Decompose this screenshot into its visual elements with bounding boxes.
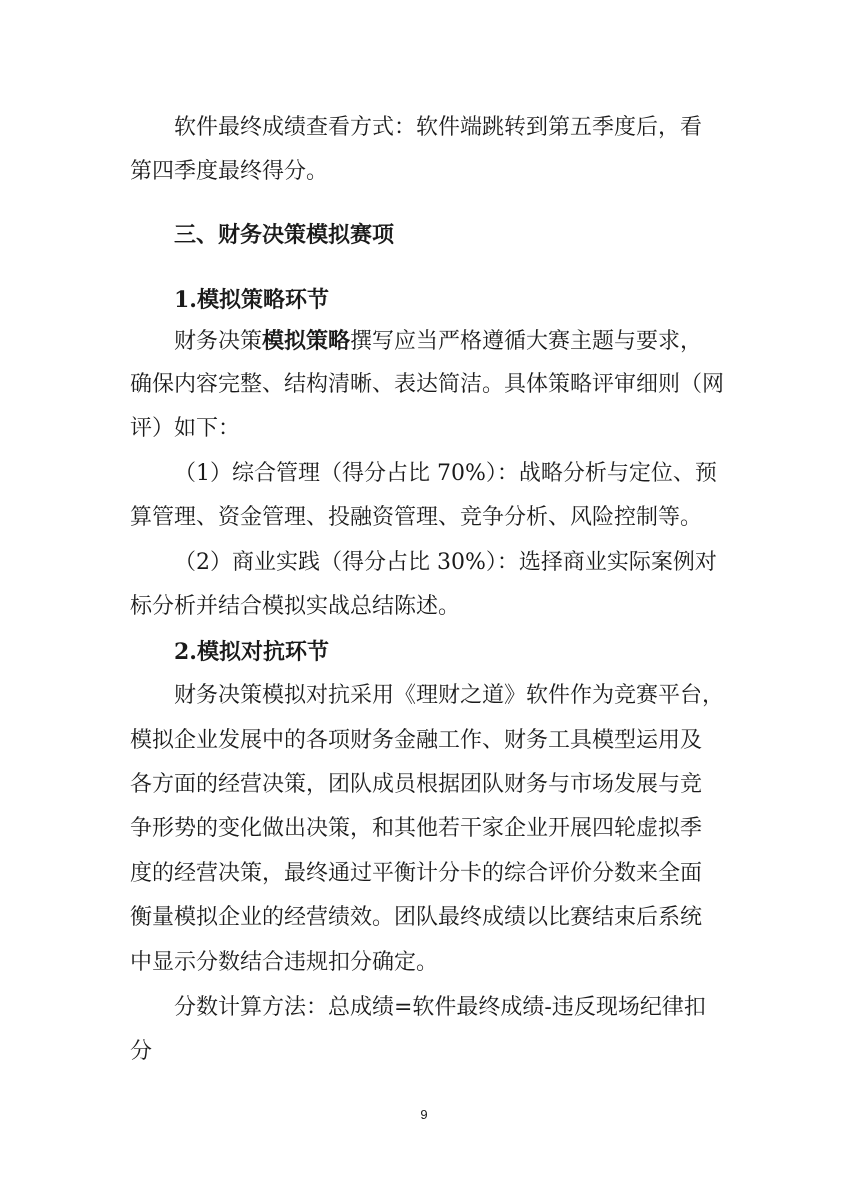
paragraph-line <box>174 326 848 357</box>
section-heading: 三、财务决策模拟赛项 <box>174 222 395 248</box>
paragraph-line: 各方面的经营决策，团队成员根据团队财务与市场发展与竞 <box>130 772 703 797</box>
paragraph-line: 衡量模拟企业的经营绩效。团队最终成绩以比赛结束后系统 <box>130 905 703 930</box>
paragraph-line: 争形势的变化做出决策，和其他若干家企业开展四轮虚拟季 <box>130 816 703 841</box>
emphasis-text: 模拟策略 <box>262 328 351 354</box>
text-run: 撰写应当严格遵循大赛主题与要求， <box>350 329 703 354</box>
paragraph-line: 财务决策模拟对抗采用《理财之道》软件作为竞赛平台， <box>174 683 725 708</box>
paragraph-line: 分数计算方法：总成绩=软件最终成绩-违反现场纪律扣 <box>174 995 706 1020</box>
paragraph-line: 模拟企业发展中的各项财务金融工作、财务工具模型运用及 <box>130 728 703 753</box>
list-item-line: （1）综合管理（得分占比 70%）：战略分析与定位、预 <box>174 461 717 486</box>
paragraph-line: 中显示分数结合违规扣分确定。 <box>130 950 439 975</box>
paragraph-line: 度的经营决策，最终通过平衡计分卡的综合评价分数来全面 <box>130 861 703 886</box>
paragraph-line: 软件最终成绩查看方式：软件端跳转到第五季度后，看 <box>174 115 703 140</box>
subsection-heading: 2.模拟对抗环节 <box>174 639 329 665</box>
subsection-heading: 1.模拟策略环节 <box>174 287 329 313</box>
list-item-line: （2）商业实践（得分占比 30%）：选择商业实际案例对 <box>174 550 717 575</box>
list-item-line: 标分析并结合模拟实战总结陈述。 <box>130 594 461 619</box>
list-item-line: 算管理、资金管理、投融资管理、竞争分析、风险控制等。 <box>130 505 703 530</box>
paragraph-line: 评）如下： <box>130 416 241 441</box>
paragraph-line: 确保内容完整、结构清晰、表达简洁。具体策略评审细则（网 <box>130 372 725 397</box>
page-number: 9 <box>420 1107 428 1122</box>
paragraph-line: 第四季度最终得分。 <box>130 159 329 184</box>
paragraph-line: 分 <box>130 1039 153 1064</box>
text-run: 财务决策 <box>174 329 263 354</box>
